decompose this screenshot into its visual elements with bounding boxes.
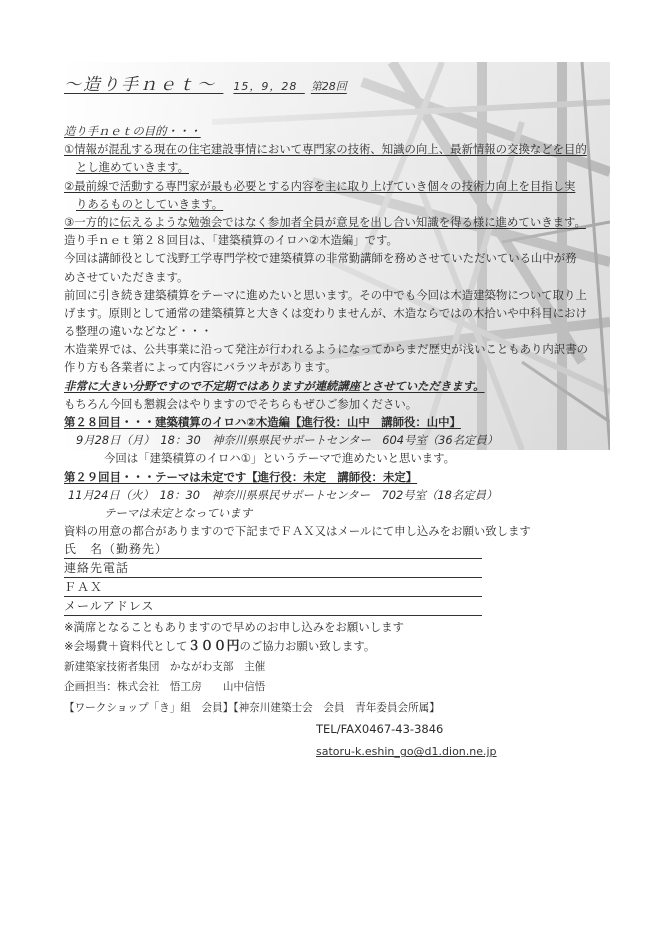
- body-paragraph-2-line-2: めさせていただきます。: [64, 269, 189, 284]
- fee-prefix: ※会場費＋資料代として: [64, 638, 188, 653]
- fee-amount: ３００円: [187, 638, 240, 654]
- email-address: [64, 742, 612, 760]
- body-paragraph-1: 造り手ｎｅｔ第２８回目は、「建築積算のイロハ②木造編」です。: [64, 233, 398, 248]
- session-28-note: 今回は「建築積算のイロハ①」というテーマで進めたいと思います。: [104, 451, 456, 466]
- phone-field[interactable]: [64, 559, 482, 578]
- fax-field[interactable]: [64, 578, 482, 597]
- email-link[interactable]: satoru-k.eshin_go@d1.dion.ne.jp: [316, 745, 497, 759]
- session-29-heading: 第２９回目・・・テーマは未定です【進行役：未定 講師役：未定】: [64, 469, 418, 484]
- purpose-heading: 造り手ｎｅｔの目的・・・: [64, 124, 201, 138]
- body-paragraph-3-line-1: 前回に引き続き建築積算をテーマに進めたいと思います。その中でも今回は木造建築物について取り上: [64, 287, 587, 302]
- purpose-item-2-line-2: りあるものとしていきます。: [76, 196, 224, 211]
- fax-field-label: ＦＡＸ: [64, 580, 104, 595]
- phone-field-label: 連絡先電話: [64, 561, 130, 576]
- organizer: 新建築家技術者集団 かながわ支部 主催: [64, 660, 266, 673]
- body-paragraph-4-line-1: 木造業界では、公共事業に沿って発注が行われるようになってからまだ歴史が浅いこともあり内訳書の: [64, 342, 588, 357]
- session-29-note: テーマは未定となっています: [104, 505, 253, 520]
- social-gathering-note: もちろん今回も懇親会はやりますのでそちらもぜひご参加ください。: [64, 396, 418, 411]
- purpose-item-2-line-1: ②最前線で活動する専門家が最も必要とする内容を主に取り上げていき個々の技術力向上を目指し実: [64, 178, 576, 193]
- fee-suffix: のご協力お願い致します。: [239, 638, 376, 653]
- session-29-datetime: 11月24日（火） 18：30 神奈川県県民サポートセンター 702号室（18名定員）: [68, 487, 498, 502]
- name-field[interactable]: [64, 540, 482, 559]
- title-text: ～造り手ｎｅｔ～: [64, 75, 216, 95]
- planner: 企画担当：株式会社 悟工房 山中信悟: [64, 680, 266, 693]
- tel-fax: TEL/FAX0467-43-3846: [316, 722, 444, 737]
- membership: 【ワークショップ「き」組 会員】【神奈川建築士会 会員 青年委員会所属】: [64, 702, 440, 715]
- document-body: [64, 122, 612, 761]
- email-field-label: メールアドレス: [64, 599, 155, 614]
- newsletter-title: [64, 70, 347, 95]
- issue-number: 第28回: [310, 80, 347, 93]
- body-paragraph-2-line-1: 今回は講師役として浅野工学専門学校で建築積算の非常勤講師を務めさせていただいている山中が務: [64, 251, 577, 266]
- session-28-heading: 第２８回目・・・建築積算のイロハ②木造編【進行役：山中 講師役：山中】: [64, 415, 461, 429]
- issue-date: 15，9，28: [233, 80, 298, 93]
- series-notice: 非常に大きい分野ですので不定期ではありますが連続講座とさせていただきます。: [64, 378, 485, 393]
- body-paragraph-3-line-3: る整理の違いなどなど・・・: [64, 324, 213, 339]
- purpose-item-1-line-2: とし進めていきます。: [76, 160, 189, 175]
- purpose-item-1-line-1: ①情報が混乱する現在の住宅建設事情において専門家の技術、知識の向上、最新情報の交換などを目的: [64, 142, 587, 157]
- fee-notice: [64, 637, 612, 655]
- email-field[interactable]: [64, 597, 482, 616]
- body-paragraph-3-line-2: げます。原則として通常の建築積算と大きくは変わりませんが、木造ならではの木拾いや中科目におけ: [64, 305, 587, 320]
- name-field-label: 氏 名（勤務先）: [64, 542, 169, 557]
- session-28-datetime: 9月28日（月） 18：30 神奈川県県民サポートセンター 604号室（36名定員）: [76, 433, 499, 448]
- full-capacity-notice: ※満席となることもありますので早めのお申し込みをお願いします: [64, 620, 404, 635]
- application-intro: 資料の用意の都合がありますので下記までＦＡＸ又はメールにて申し込みをお願い致します: [64, 524, 531, 539]
- purpose-item-3: ③一方的に伝えるような勉強会ではなく参加者全員が意見を出し合い知識を得る様に進めていきます。: [64, 214, 586, 229]
- body-paragraph-4-line-2: 作り方も各業者によって内容にバラツキがあります。: [64, 360, 337, 375]
